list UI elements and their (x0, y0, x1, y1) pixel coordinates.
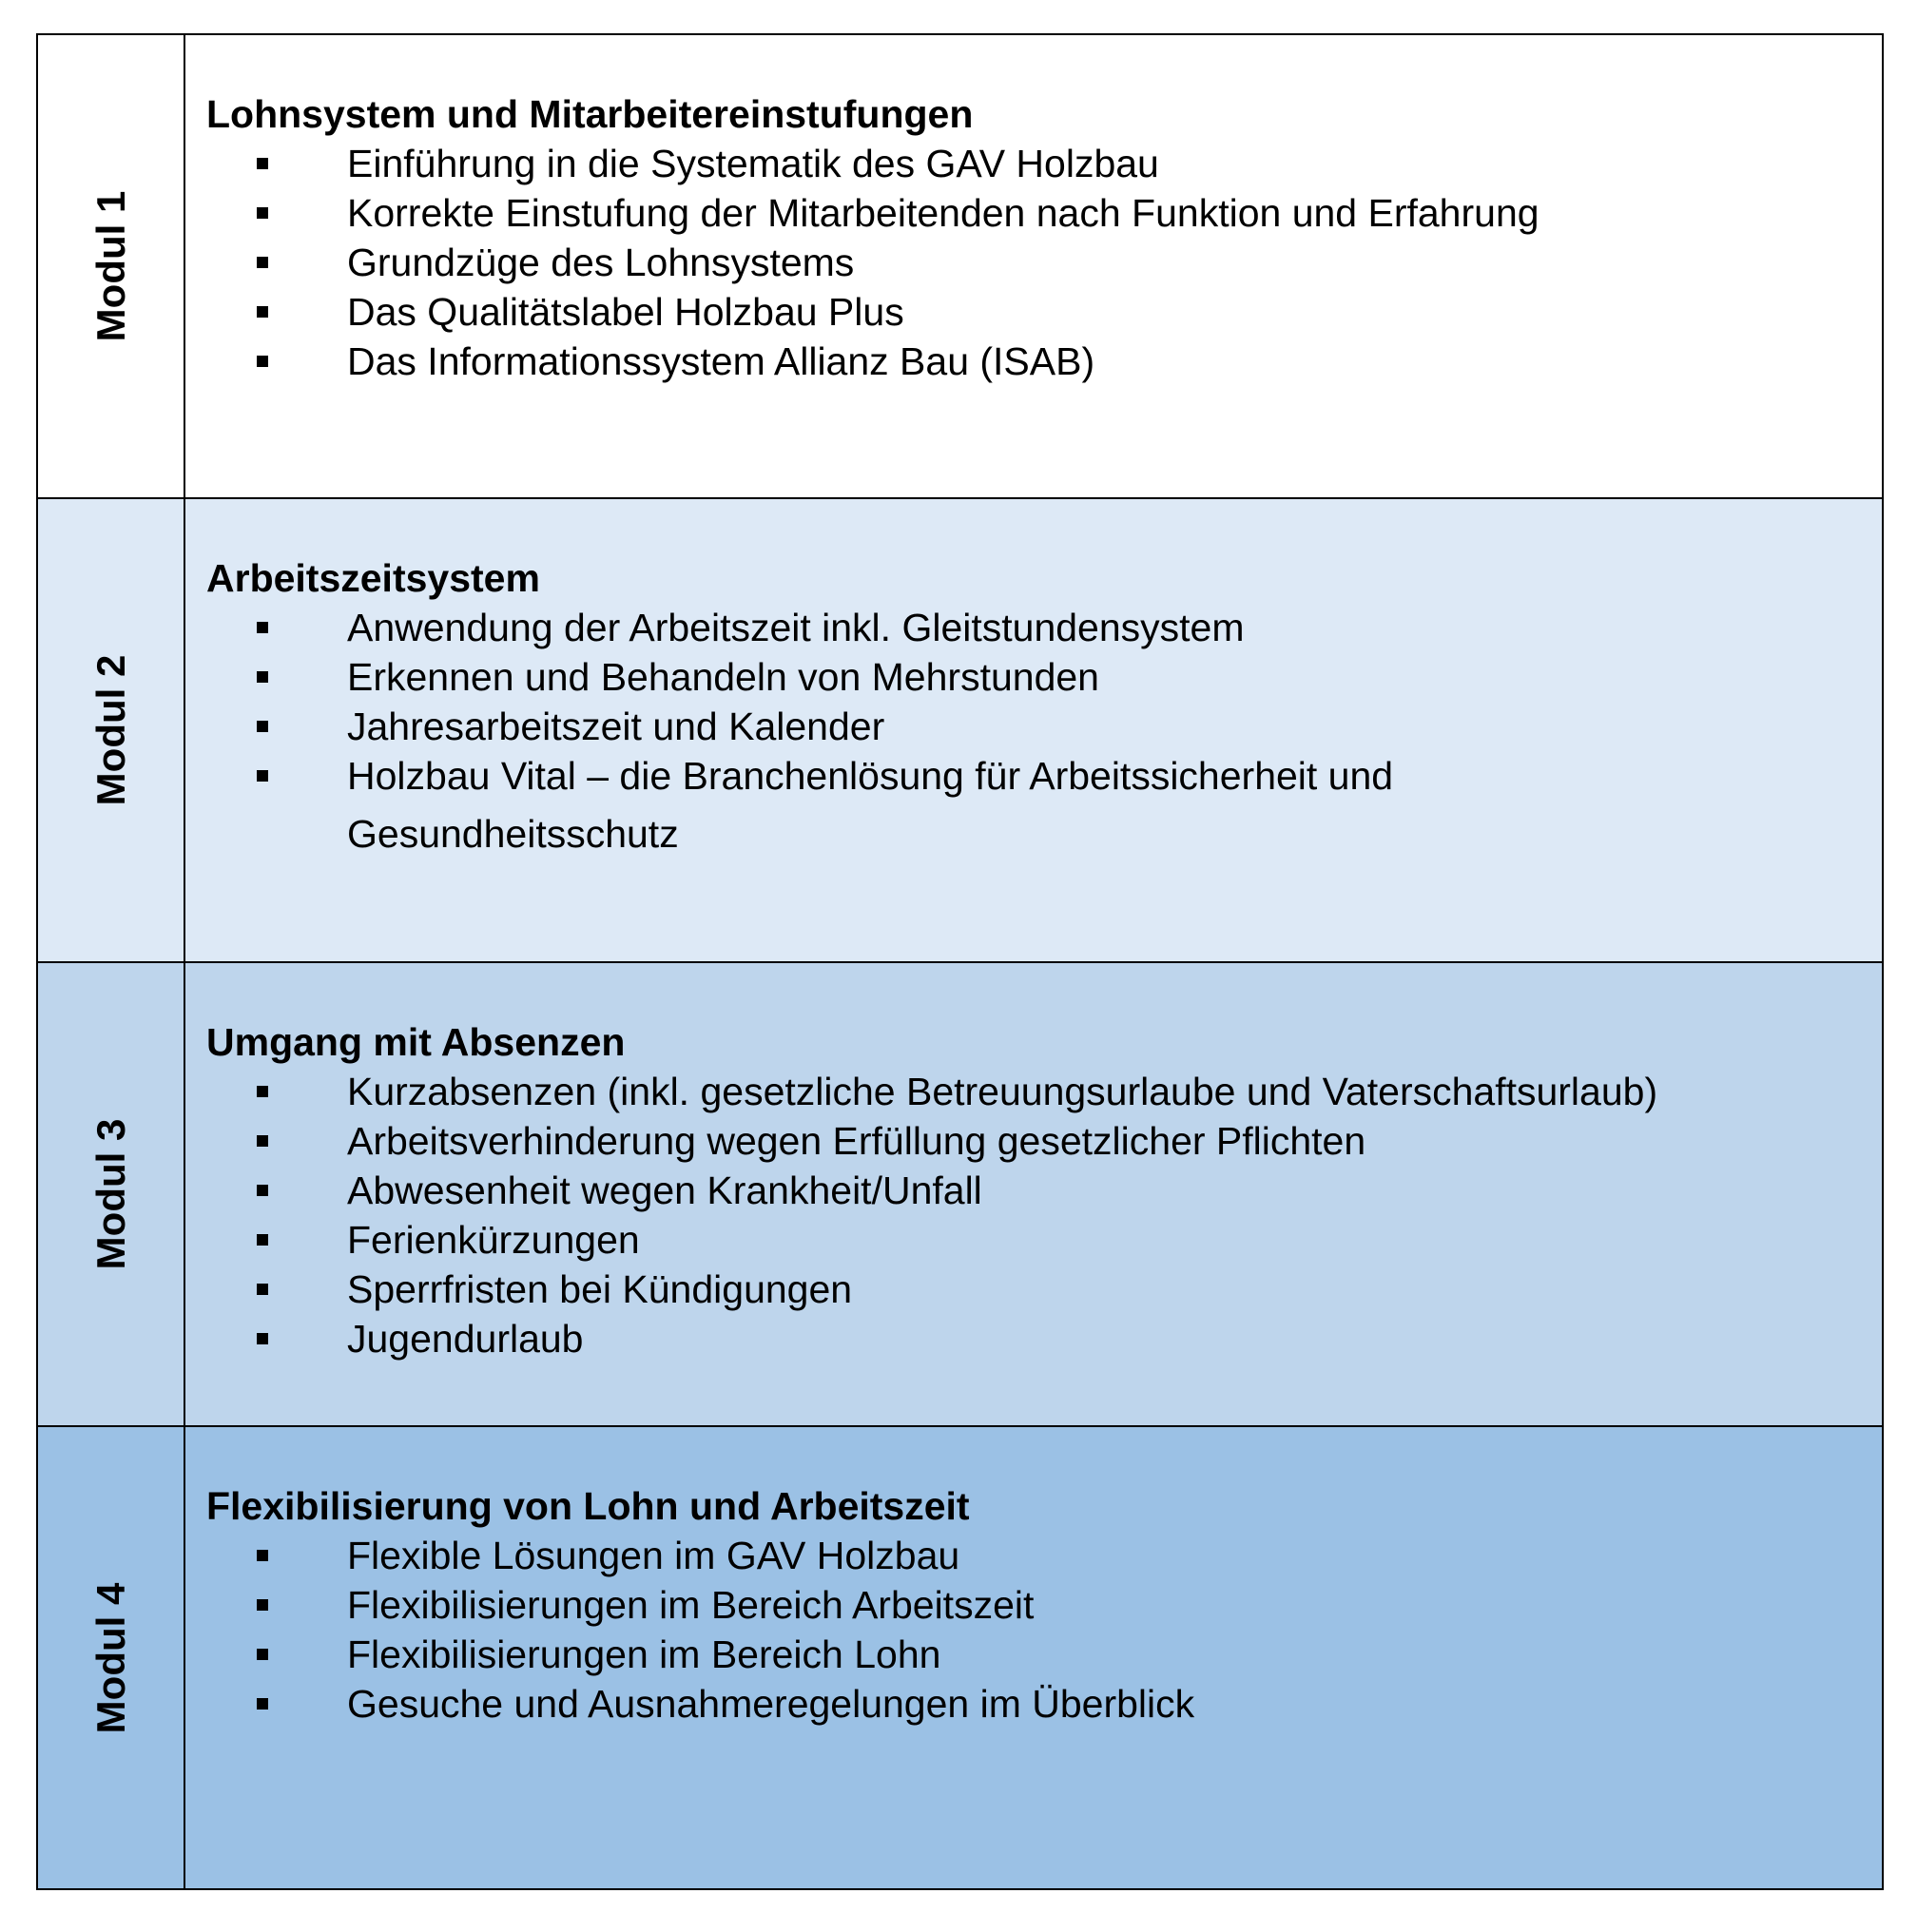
square-bullet-icon (257, 770, 268, 782)
modules-table (36, 33, 1884, 1890)
list-item-text: Ferienkürzungen (347, 1218, 640, 1262)
list-item (347, 1314, 1863, 1363)
list-item-text: Arbeitsverhinderung wegen Erfüllung gesetzlicher Pflichten (347, 1119, 1366, 1163)
list-item (347, 188, 1863, 238)
list-item (347, 1531, 1863, 1580)
list-item (347, 702, 1863, 751)
module-title: Arbeitszeitsystem (206, 556, 540, 600)
list-item (347, 1630, 1863, 1679)
list-item-text: Sperrfristen bei Kündigungen (347, 1267, 853, 1311)
module-label: Modul 1 (87, 190, 133, 342)
list-item (347, 139, 1863, 188)
bullet-list (206, 1067, 1863, 1363)
square-bullet-icon (257, 257, 268, 268)
module-row-4 (38, 1427, 1884, 1890)
list-item-text: Korrekte Einstufung der Mitarbeitenden nach Funktion und Erfahrung (347, 191, 1539, 235)
module-label-cell (38, 35, 185, 497)
bullet-list (206, 603, 1863, 863)
square-bullet-icon (257, 1698, 268, 1710)
square-bullet-icon (257, 1284, 268, 1295)
square-bullet-icon (257, 1599, 268, 1611)
list-item (347, 1116, 1863, 1166)
bullet-list (206, 1531, 1863, 1729)
module-title: Lohnsystem und Mitarbeitereinstufungen (206, 92, 974, 136)
list-item (347, 337, 1863, 386)
list-item-text: Holzbau Vital – die Branchenlösung für Arbeitssicherheit und Gesundheitsschutz (347, 754, 1394, 856)
square-bullet-icon (257, 671, 268, 683)
list-item-text: Flexible Lösungen im GAV Holzbau (347, 1534, 960, 1577)
module-content-cell (185, 963, 1882, 1425)
square-bullet-icon (257, 1185, 268, 1196)
square-bullet-icon (257, 207, 268, 219)
square-bullet-icon (257, 356, 268, 367)
list-item-text: Abwesenheit wegen Krankheit/Unfall (347, 1169, 982, 1212)
square-bullet-icon (257, 1234, 268, 1246)
square-bullet-icon (257, 1135, 268, 1147)
list-item (347, 1215, 1863, 1265)
list-item-text: Erkennen und Behandeln von Mehrstunden (347, 655, 1099, 699)
module-content-cell (185, 35, 1882, 497)
list-item-text: Jugendurlaub (347, 1317, 584, 1361)
list-item (347, 1580, 1863, 1630)
list-item-text: Flexibilisierungen im Bereich Lohn (347, 1633, 941, 1676)
module-title: Umgang mit Absenzen (206, 1020, 626, 1064)
square-bullet-icon (257, 158, 268, 169)
module-label: Modul 2 (87, 654, 133, 806)
list-item (347, 652, 1863, 702)
list-item (347, 287, 1863, 337)
module-label: Modul 4 (87, 1582, 133, 1733)
list-item (347, 238, 1863, 287)
module-label-cell (38, 499, 185, 961)
list-item (347, 1166, 1863, 1215)
square-bullet-icon (257, 306, 268, 318)
module-content-cell (185, 1427, 1882, 1888)
square-bullet-icon (257, 1550, 268, 1561)
bullet-list (206, 139, 1863, 386)
square-bullet-icon (257, 1333, 268, 1344)
list-item-text: Das Qualitätslabel Holzbau Plus (347, 290, 904, 334)
list-item-text: Einführung in die Systematik des GAV Holzbau (347, 142, 1159, 185)
list-item-text: Das Informationssystem Allianz Bau (ISAB) (347, 339, 1095, 383)
square-bullet-icon (257, 721, 268, 732)
square-bullet-icon (257, 622, 268, 633)
list-item (347, 603, 1863, 652)
module-label-cell (38, 1427, 185, 1888)
list-item-text: Grundzüge des Lohnsystems (347, 241, 855, 284)
module-row-2 (38, 499, 1884, 963)
module-label-cell (38, 963, 185, 1425)
list-item (347, 1067, 1863, 1116)
list-item-text: Flexibilisierungen im Bereich Arbeitszeit (347, 1583, 1035, 1627)
list-item-text: Gesuche und Ausnahmeregelungen im Überblick (347, 1682, 1195, 1726)
module-content-cell (185, 499, 1882, 961)
module-label: Modul 3 (87, 1118, 133, 1270)
list-item-text: Anwendung der Arbeitszeit inkl. Gleitstundensystem (347, 606, 1245, 649)
list-item-text: Jahresarbeitszeit und Kalender (347, 705, 885, 748)
list-item (347, 747, 1583, 863)
list-item (347, 1265, 1863, 1314)
module-row-1 (38, 35, 1884, 499)
list-item (347, 1679, 1863, 1729)
module-row-3 (38, 963, 1884, 1427)
square-bullet-icon (257, 1086, 268, 1097)
list-item-text: Kurzabsenzen (inkl. gesetzliche Betreuungsurlaube und Vaterschaftsurlaub) (347, 1070, 1658, 1113)
module-title: Flexibilisierung von Lohn und Arbeitszeit (206, 1484, 970, 1528)
square-bullet-icon (257, 1649, 268, 1660)
